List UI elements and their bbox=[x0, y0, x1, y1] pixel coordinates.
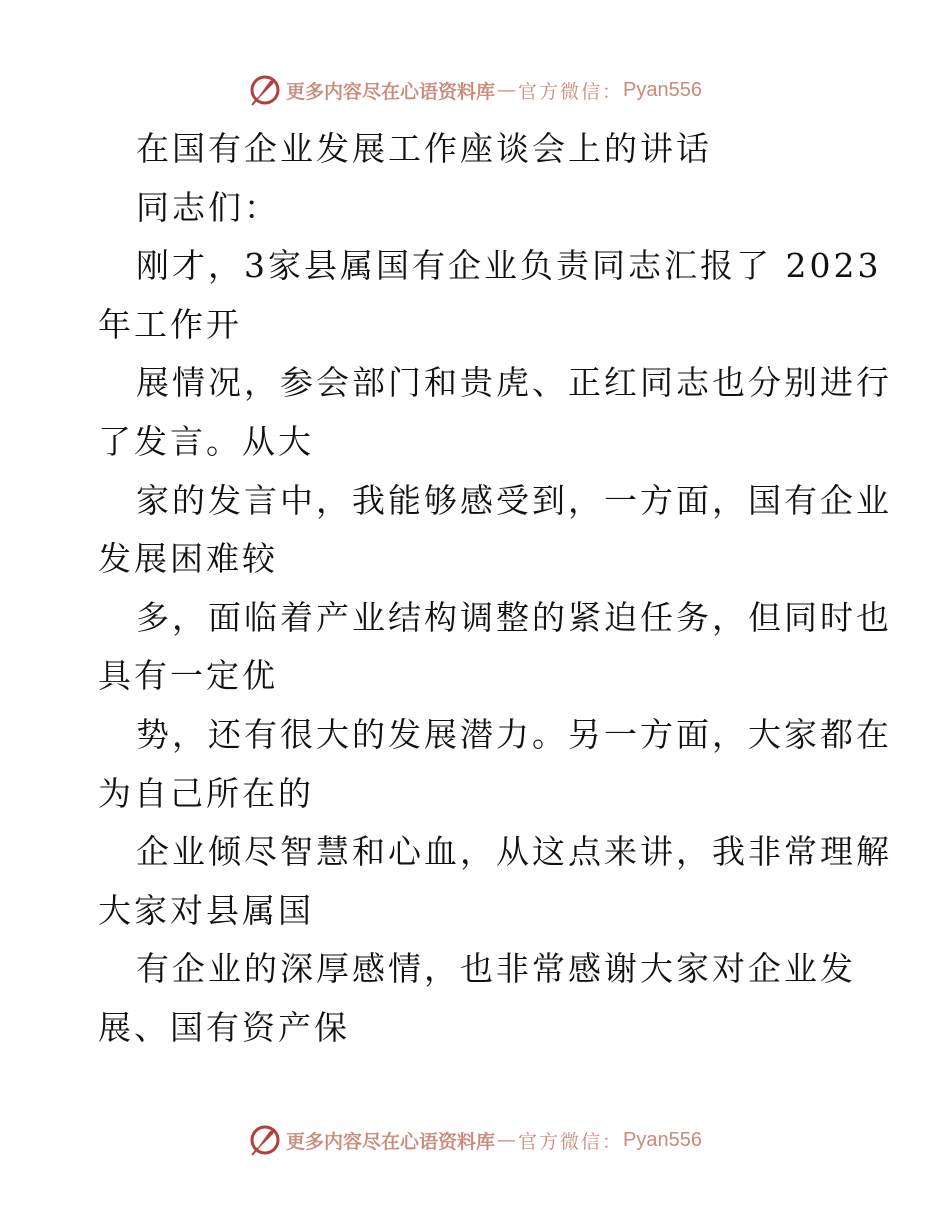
text-line: 发展困难较 bbox=[98, 539, 278, 579]
watermark-header bbox=[0, 70, 950, 110]
text-line: 家的发言中，我能够感受到，一方面，国有企业 bbox=[136, 480, 892, 520]
text-line: 同志们： bbox=[136, 187, 280, 227]
text-line: 年工作开 bbox=[98, 304, 242, 344]
text-line: 展、国有资产保 bbox=[98, 1007, 350, 1047]
text-line: 在国有企业发展工作座谈会上的讲话 bbox=[136, 129, 712, 168]
text-line: 有企业的深厚感情，也非常感谢大家对企业发 bbox=[136, 949, 856, 989]
watermark-label: 官方微信： bbox=[518, 1130, 624, 1153]
watermark-id: Pyan556 bbox=[623, 1128, 702, 1151]
text-line: 刚才，3家县属国有企业负责同志汇报了 2023 bbox=[136, 246, 882, 286]
watermark-text: 更多内容尽在心语资料库 bbox=[286, 80, 496, 103]
text-line: 为自己所在的 bbox=[98, 773, 314, 813]
text-line: 展情况，参会部门和贵虎、正红同志也分别进行 bbox=[136, 363, 892, 403]
watermark-label: 官方微信： bbox=[518, 80, 624, 103]
watermark-dash: — bbox=[497, 1129, 517, 1151]
text-line: 势，还有很大的发展潜力。另一方面，大家都在 bbox=[136, 714, 892, 754]
text-line: 多，面临着产业结构调整的紧迫任务，但同时也 bbox=[136, 597, 892, 637]
watermark-dash: — bbox=[497, 79, 517, 101]
feather-pen-logo-icon bbox=[248, 1123, 282, 1157]
text-line: 大家对县属国 bbox=[98, 890, 314, 930]
feather-pen-logo-icon bbox=[248, 73, 282, 107]
text-line: 了发言。从大 bbox=[98, 421, 314, 461]
text-line: 具有一定优 bbox=[98, 656, 278, 696]
document-body bbox=[98, 120, 892, 1058]
watermark-text: 更多内容尽在心语资料库 bbox=[286, 1130, 496, 1153]
watermark-footer bbox=[0, 1120, 950, 1160]
watermark-id: Pyan556 bbox=[623, 78, 702, 101]
text-line: 企业倾尽智慧和心血，从这点来讲，我非常理解 bbox=[136, 832, 892, 872]
